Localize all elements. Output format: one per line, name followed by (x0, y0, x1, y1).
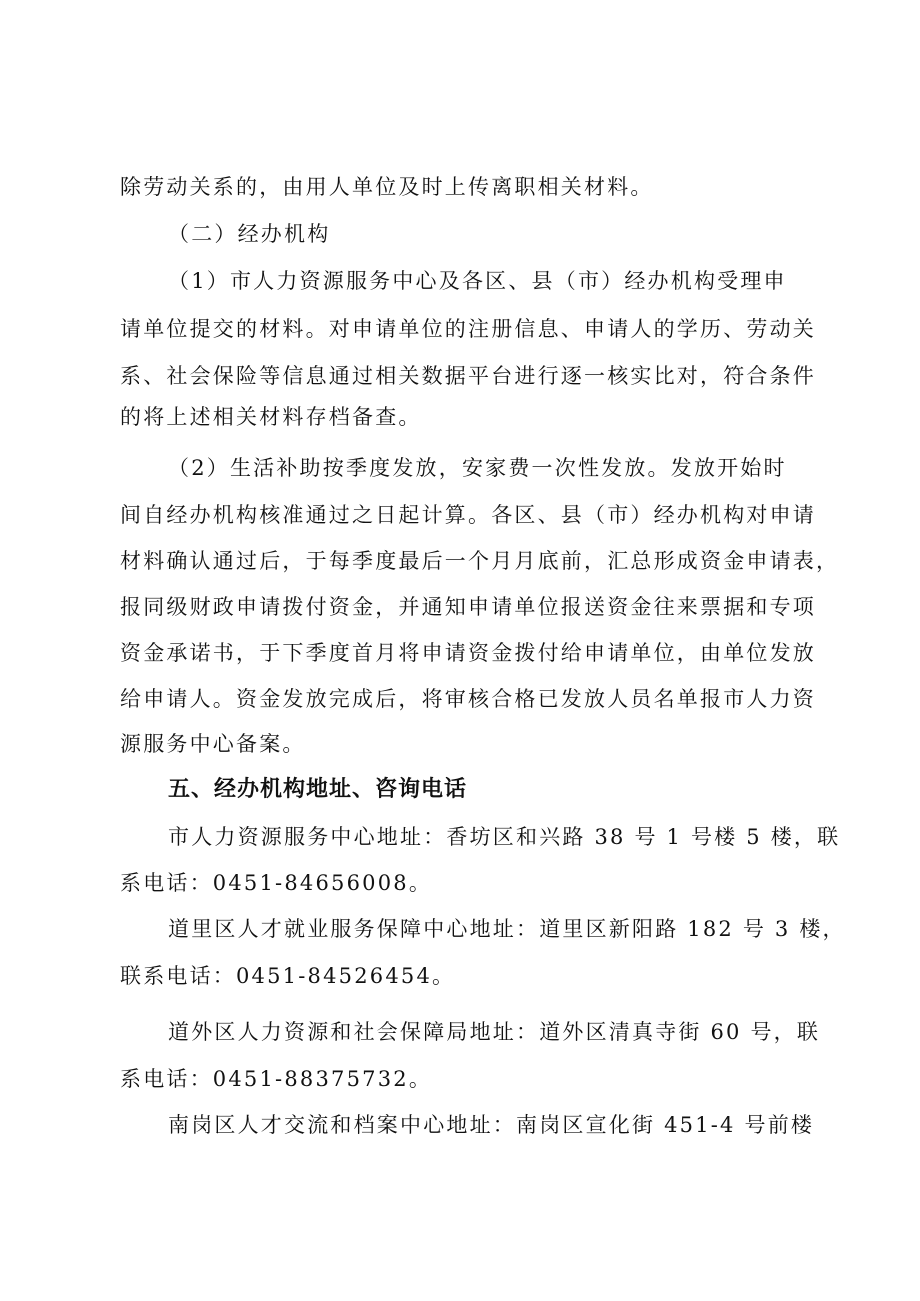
paragraph-line: 资金承诺书，于下季度首月将申请资金拨付给申请单位，由单位发放 (120, 641, 816, 665)
paragraph-line: 系、社会保险等信息通过相关数据平台进行逐一核实比对，符合条件 (120, 364, 816, 388)
paragraph-line: 道里区人才就业服务保障中心地址：道里区新阳路 182 号 3 楼， (168, 917, 846, 941)
paragraph-line: 系电话：0451-84656008。 (120, 871, 433, 895)
paragraph-line: 联系电话：0451-84526454。 (120, 964, 456, 988)
paragraph-line: 请单位提交的材料。对申请单位的注册信息、申请人的学历、劳动关 (120, 317, 816, 341)
paragraph-line: 南岗区人才交流和档案中心地址：南岗区宣化街 451-4 号前楼 (168, 1113, 815, 1137)
paragraph-line: 除劳动关系的，由用人单位及时上传离职相关材料。 (120, 175, 654, 199)
paragraph-line: 材料确认通过后，于每季度最后一个月月底前，汇总形成资金申请表， (120, 549, 840, 573)
paragraph-line: 道外区人力资源和社会保障局地址：道外区清真寺街 60 号，联 (168, 1020, 821, 1044)
subsection-heading: （二）经办机构 (168, 222, 331, 246)
paragraph-line: 间自经办机构核准通过之日起计算。各区、县（市）经办机构对申请 (120, 503, 816, 527)
section-heading: 五、经办机构地址、咨询电话 (168, 777, 468, 802)
paragraph-line: 源服务中心备案。 (120, 732, 306, 756)
paragraph-line: 报同级财政申请拨付资金，并通知申请单位报送资金往来票据和专项 (120, 595, 816, 619)
paragraph-line: 市人力资源服务中心地址：香坊区和兴路 38 号 1 号楼 5 楼，联 (168, 825, 841, 849)
paragraph-line: （2）生活补助按季度发放，安家费一次性发放。发放开始时 (168, 456, 787, 480)
paragraph-line: 系电话：0451-88375732。 (120, 1067, 433, 1091)
paragraph-line: 的将上述相关材料存档备查。 (120, 405, 422, 429)
paragraph-line: 给申请人。资金发放完成后，将审核合格已发放人员名单报市人力资 (120, 687, 816, 711)
paragraph-line: （1）市人力资源服务中心及各区、县（市）经办机构受理申 (168, 269, 787, 293)
